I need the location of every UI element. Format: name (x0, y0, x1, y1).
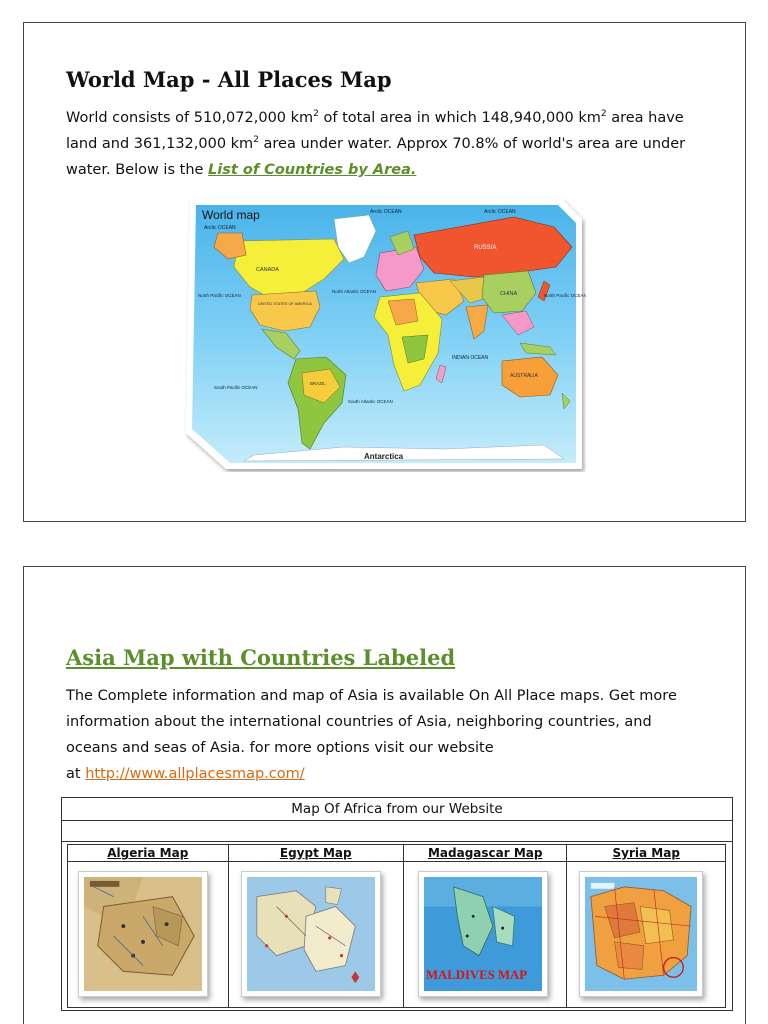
website-link[interactable]: http://www.allplacesmap.com/ (85, 766, 305, 782)
map-label: CHINA (500, 291, 518, 297)
paragraph-line: land and 361,132,000 $km^2$ area under water. Approx 70.8% of world's area are under (66, 135, 686, 152)
table-caption: Map Of Africa from our Website (62, 798, 732, 821)
intro-paragraph (66, 105, 716, 183)
map-label: South Pacific OCEAN (214, 385, 258, 390)
table-cell-algeria (68, 845, 229, 1007)
cell-title[interactable]: Syria Map (567, 845, 725, 862)
syria-map-thumbnail[interactable] (579, 871, 703, 997)
paragraph-line: oceans and seas of Asia. for more options visit our website (66, 740, 494, 756)
map-label: Arctic OCEAN (484, 209, 516, 215)
document-page-2 (23, 566, 746, 1024)
map-thumbnails-row (67, 844, 726, 1008)
asia-map-heading-link[interactable]: Asia Map with Countries Labeled (66, 645, 456, 670)
map-title: World map (202, 208, 260, 222)
table-cell-syria (567, 845, 725, 1007)
algeria-map-thumbnail[interactable] (78, 871, 208, 997)
table-cell-madagascar (404, 845, 568, 1007)
map-label: Arctic OCEAN (370, 209, 402, 215)
paragraph-line: World consists of 510,072,000 $km^2$ of total area in which 148,940,000 $km^2$ area have (66, 109, 684, 126)
map-label: South Atlantic OCEAN (348, 399, 393, 404)
map-label: North Pacific OCEAN (198, 293, 241, 298)
map-label: RUSSIA (474, 245, 497, 251)
world-map-image (184, 197, 586, 472)
table-empty-row (62, 821, 732, 842)
map-image-caption: MALDIVES MAP (425, 968, 528, 983)
paragraph-line: at http://www.allplacesmap.com/ (66, 766, 305, 782)
map-label: North Atlantic OCEAN (332, 289, 377, 294)
map-label: North Pacific OCEAN (544, 293, 586, 298)
map-label: Antarctica (364, 452, 404, 461)
page-title: World Map - All Places Map (66, 67, 392, 92)
paragraph-line: water. Below is the List of Countries by Area. (66, 162, 417, 178)
countries-by-area-link[interactable]: List of Countries by Area. (208, 162, 417, 178)
egypt-map-thumbnail[interactable] (241, 871, 381, 997)
cell-title[interactable]: Algeria Map (68, 845, 228, 862)
document-page-1 (23, 22, 746, 522)
africa-maps-table (61, 797, 733, 1011)
paragraph-line: The Complete information and map of Asia is available On All Place maps. Get more (66, 688, 677, 704)
map-label: INDIAN OCEAN (452, 355, 489, 361)
asia-paragraph (66, 683, 716, 787)
map-label: CANADA (256, 267, 279, 273)
map-label: BRAZIL (310, 381, 326, 386)
madagascar-map-thumbnail[interactable] (418, 871, 548, 997)
map-label: Arctic OCEAN (204, 225, 236, 231)
paragraph-line: information about the international countries of Asia, neighboring countries, and (66, 714, 652, 730)
cell-title[interactable]: Egypt Map (229, 845, 403, 862)
cell-title[interactable]: Madagascar Map (404, 845, 567, 862)
map-label: UNITED STATES OF AMERICA (258, 302, 312, 306)
map-label: AUSTRALIA (510, 373, 538, 379)
table-cell-egypt (229, 845, 404, 1007)
